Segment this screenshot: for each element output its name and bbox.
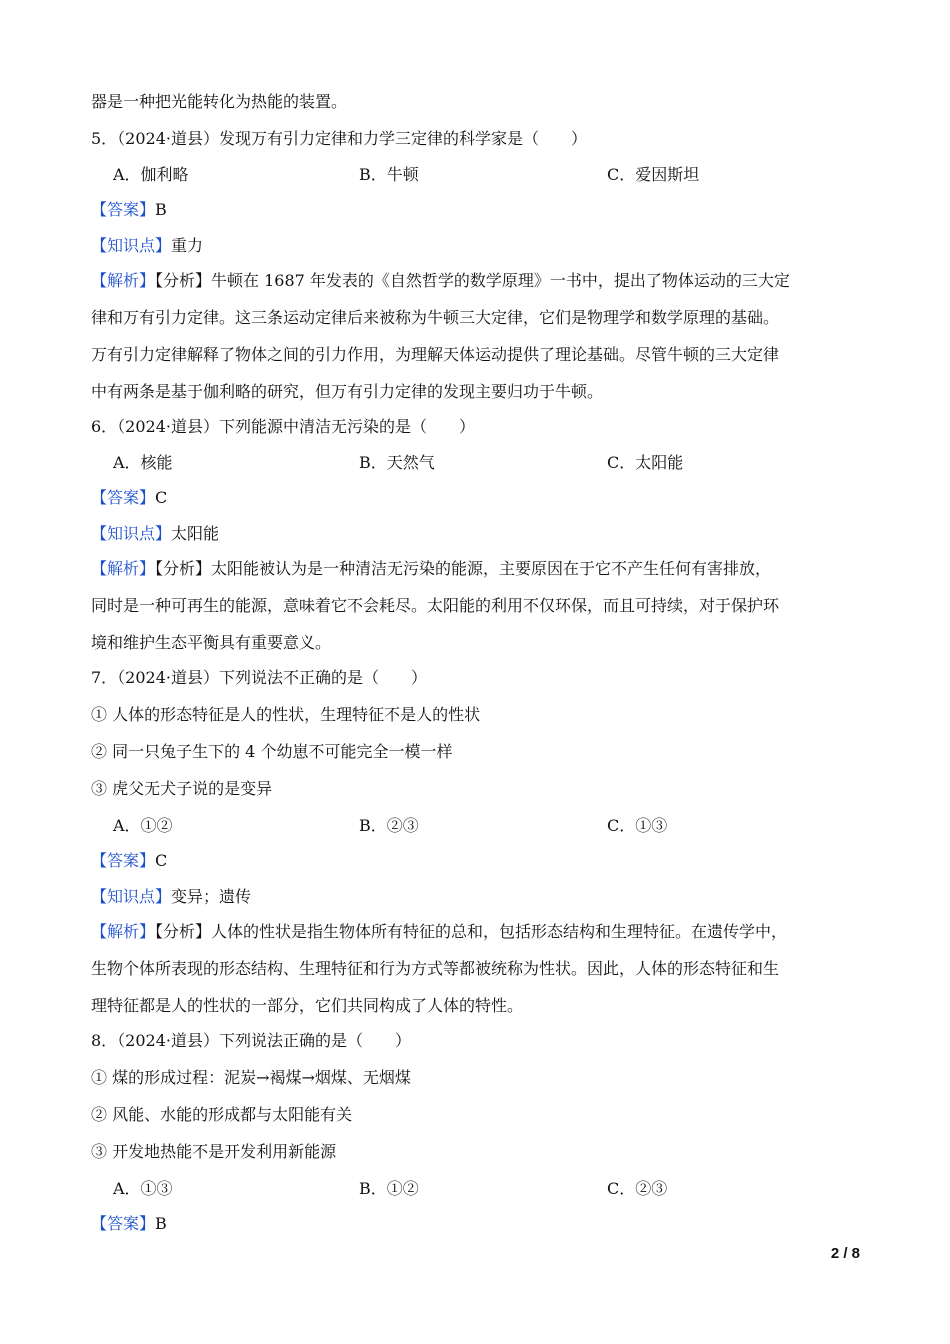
option-c: C．太阳能	[607, 453, 684, 472]
answer-value: C	[155, 851, 168, 870]
question-7-analysis-line: 理特征都是人的性状的一部分，它们共同构成了人体的特性。	[91, 996, 524, 1015]
question-8-statement: ③ 开发地热能不是开发利用新能源	[91, 1142, 337, 1161]
knowledge-point-value: 太阳能	[171, 524, 220, 543]
option-b: B．牛顿	[359, 165, 419, 184]
question-7-analysis-line: 生物个体所表现的形态结构、生理特征和行为方式等都被统称为性状。因此，人体的形态特征和生	[91, 959, 780, 978]
page-number: 2 / 8	[830, 1245, 860, 1262]
knowledge-point-tag: 【知识点】	[91, 236, 172, 255]
question-5-analysis-line: 中有两条是基于伽利略的研究，但万有引力定律的发现主要归功于牛顿。	[91, 382, 604, 401]
question-7-analysis-line: 【解析】【分析】人体的性状是指生物体所有特征的总和，包括形态结构和生理特征。在遗传学中，	[91, 922, 788, 941]
question-7-answer	[91, 850, 861, 872]
option-b: B．①②	[359, 1179, 419, 1198]
option-a: A．①③	[113, 1179, 173, 1198]
question-6-stem: 6．（2024·道县）下列能源中清洁无污染的是（ ）	[91, 417, 475, 436]
answer-value: C	[155, 488, 168, 507]
continuation-text: 器是一种把光能转化为热能的装置。	[91, 92, 348, 111]
question-6-analysis-line: 【解析】【分析】太阳能被认为是一种清洁无污染的能源，主要原因在于它不产生任何有害排放，	[91, 559, 772, 578]
question-8-statement: ② 风能、水能的形成都与太阳能有关	[91, 1105, 353, 1124]
question-5-stem: 5．（2024·道县）发现万有引力定律和力学三定律的科学家是（ ）	[91, 129, 587, 148]
analysis-tag: 【解析】	[91, 559, 156, 578]
answer-tag: 【答案】	[91, 200, 156, 219]
question-7-statement: ③ 虎父无犬子说的是变异	[91, 779, 273, 798]
question-8-statement: ① 煤的形成过程：泥炭→褐煤→烟煤、无烟煤	[91, 1068, 411, 1087]
question-7-statement: ① 人体的形态特征是人的性状，生理特征不是人的性状	[91, 705, 481, 724]
question-8-options	[91, 1178, 861, 1200]
question-6-analysis-line: 同时是一种可再生的能源，意味着它不会耗尽。太阳能的利用不仅环保，而且可持续，对于保护环	[91, 596, 780, 615]
option-c: C．②③	[607, 1179, 668, 1198]
option-b: B．②③	[359, 816, 419, 835]
knowledge-point-value: 重力	[171, 236, 204, 255]
option-a: A．核能	[113, 453, 173, 472]
question-7-statement: ② 同一只兔子生下的 4 个幼崽不可能完全一模一样	[91, 742, 453, 761]
answer-tag: 【答案】	[91, 1214, 156, 1233]
question-7-stem: 7．（2024·道县）下列说法不正确的是（ ）	[91, 668, 427, 687]
knowledge-point-value: 变异；遗传	[171, 887, 252, 906]
option-c: C．爱因斯坦	[607, 165, 700, 184]
option-a: A．①②	[113, 816, 173, 835]
answer-value: B	[155, 200, 167, 219]
question-5-analysis-line: 万有引力定律解释了物体之间的引力作用，为理解天体运动提供了理论基础。尽管牛顿的三大定律	[91, 345, 780, 364]
question-6-analysis-line: 境和维护生态平衡具有重要意义。	[91, 633, 332, 652]
answer-value: B	[155, 1214, 167, 1233]
question-8-stem: 8．（2024·道县）下列说法正确的是（ ）	[91, 1031, 411, 1050]
question-8-answer	[91, 1213, 861, 1235]
answer-tag: 【答案】	[91, 851, 156, 870]
question-5-analysis-line: 【解析】【分析】牛顿在 1687 年发表的《自然哲学的数学原理》一书中，提出了物体运动的三大定	[91, 271, 790, 290]
option-b: B．天然气	[359, 453, 435, 472]
question-5-answer	[91, 199, 861, 221]
question-7-knowledge-point	[91, 886, 861, 908]
answer-tag: 【答案】	[91, 488, 156, 507]
question-6-knowledge-point	[91, 523, 861, 545]
question-5-knowledge-point	[91, 235, 861, 257]
analysis-tag: 【解析】	[91, 922, 156, 941]
knowledge-point-tag: 【知识点】	[91, 887, 172, 906]
option-c: C．①③	[607, 816, 668, 835]
question-6-answer	[91, 487, 861, 509]
question-6-options	[91, 452, 861, 474]
question-5-options	[91, 164, 861, 186]
analysis-tag: 【解析】	[91, 271, 156, 290]
option-a: A．伽利略	[113, 165, 189, 184]
question-5-analysis-line: 律和万有引力定律。这三条运动定律后来被称为牛顿三大定律，它们是物理学和数学原理的基础。	[91, 308, 780, 327]
question-7-options	[91, 815, 861, 837]
knowledge-point-tag: 【知识点】	[91, 524, 172, 543]
